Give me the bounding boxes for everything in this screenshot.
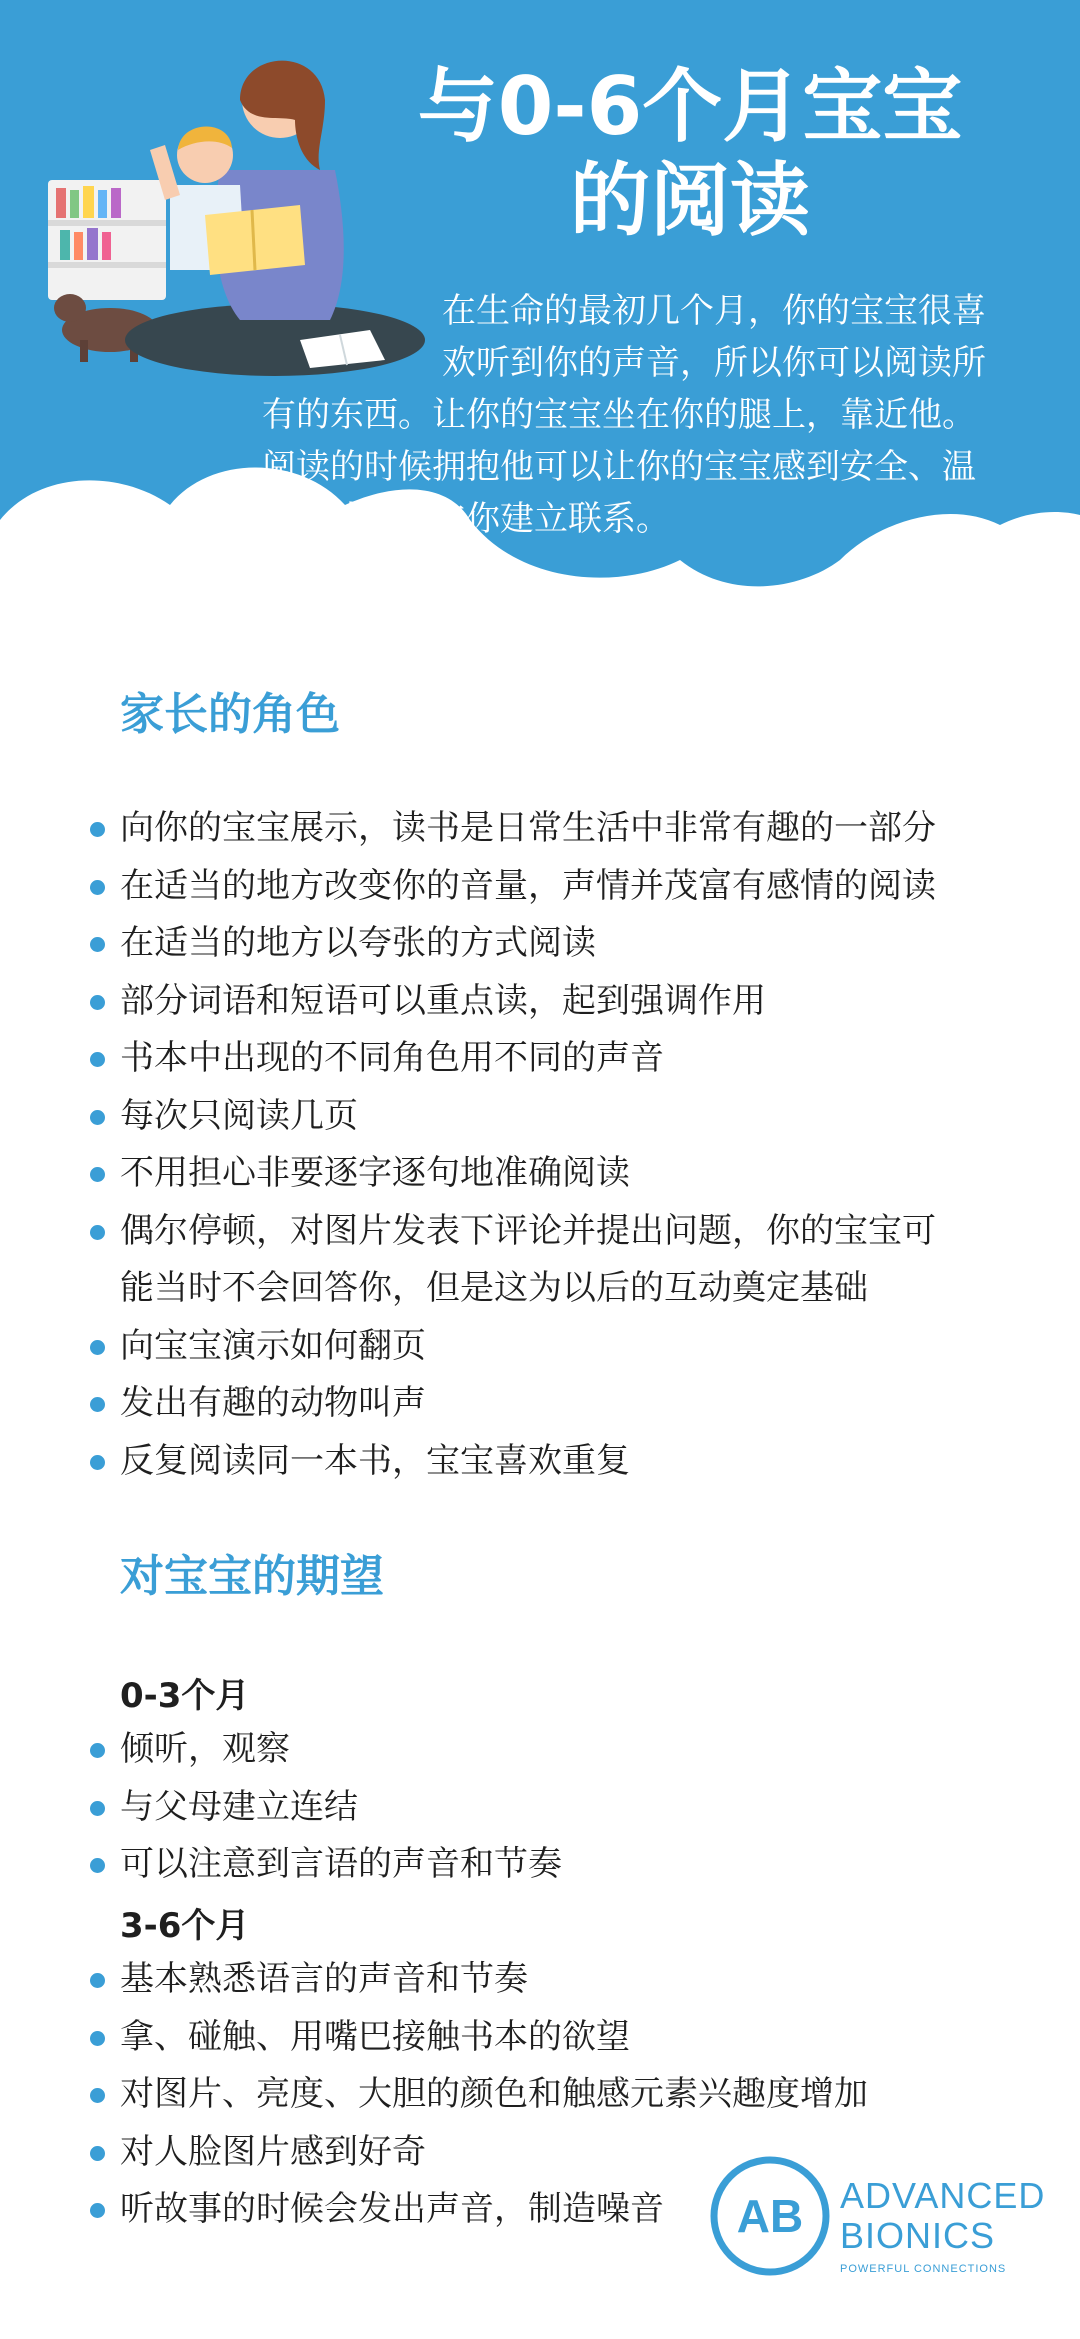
bullet-icon	[90, 2146, 105, 2161]
bullet-icon	[90, 1743, 105, 1758]
intro-line: 暖，感到在与你建立联系。	[262, 499, 670, 539]
list-item: 对图片、亮度、大胆的颜色和触感元素兴趣度增加	[84, 2066, 1044, 2124]
parent-role-list	[84, 800, 1044, 1490]
list-item: 书本中出现的不同角色用不同的声音	[84, 1030, 1044, 1088]
logo-name-line: ADVANCED	[840, 2175, 1046, 2216]
list-item: 在适当的地方改变你的音量，声情并茂富有感情的阅读	[84, 858, 1044, 916]
list-item: 部分词语和短语可以重点读，起到强调作用	[84, 973, 1044, 1031]
bullet-icon	[90, 1455, 105, 1470]
list-item: 反复阅读同一本书，宝宝喜欢重复	[84, 1433, 1044, 1491]
logo-name-line: BIONICS	[840, 2215, 996, 2256]
intro-line: 在生命的最初几个月，你的宝宝很喜	[442, 291, 986, 331]
list-item: 倾听，观察	[84, 1721, 1044, 1779]
header-banner	[0, 0, 1080, 680]
bullet-icon	[90, 2088, 105, 2103]
list-item: 对人脸图片感到好奇	[84, 2124, 1044, 2182]
age-group-label: 0-3个月	[120, 1676, 250, 1716]
list-item: 发出有趣的动物叫声	[84, 1375, 1044, 1433]
bullet-icon	[90, 1340, 105, 1355]
section-heading-parent-role: 家长的角色	[120, 689, 340, 740]
list-item: 听故事的时候会发出声音，制造噪音	[84, 2181, 1044, 2239]
bullet-icon	[90, 1858, 105, 1873]
intro-line: 欢听到你的声音，所以你可以阅读所	[442, 343, 986, 383]
logo-initials: AB	[736, 2190, 804, 2242]
page-title: 与0-6个月宝宝 的阅读	[417, 60, 963, 247]
bullet-icon	[90, 1110, 105, 1125]
bullet-icon	[90, 1397, 105, 1412]
bullet-icon	[90, 1052, 105, 1067]
age-group-0-3-list	[84, 1721, 1044, 1894]
logo-wordmark	[840, 2176, 1045, 2256]
bullet-icon	[90, 2031, 105, 2046]
bullet-icon	[90, 822, 105, 837]
logo-tagline: POWERFUL CONNECTIONS	[840, 2263, 1007, 2275]
bullet-icon	[90, 1167, 105, 1182]
list-item: 拿、碰触、用嘴巴接触书本的欲望	[84, 2009, 1044, 2067]
list-item: 每次只阅读几页	[84, 1088, 1044, 1146]
list-item: 向宝宝演示如何翻页	[84, 1318, 1044, 1376]
section-heading-expectations: 对宝宝的期望	[120, 1551, 384, 1602]
list-item: 基本熟悉语言的声音和节奏	[84, 1951, 1044, 2009]
list-item: 与父母建立连结	[84, 1779, 1044, 1837]
bullet-icon	[90, 1225, 105, 1240]
advanced-bionics-logo	[708, 2150, 1048, 2280]
bullet-icon	[90, 995, 105, 1010]
bullet-icon	[90, 880, 105, 895]
intro-line: 阅读的时候拥抱他可以让你的宝宝感到安全、温	[262, 447, 976, 487]
bullet-icon	[90, 2203, 105, 2218]
intro-line: 有的东西。让你的宝宝坐在你的腿上，靠近他。	[262, 395, 976, 435]
list-item: 可以注意到言语的声音和节奏	[84, 1836, 1044, 1894]
ab-logo-icon	[708, 2154, 832, 2278]
list-item: 不用担心非要逐字逐句地准确阅读	[84, 1145, 1044, 1203]
bullet-icon	[90, 937, 105, 952]
bullet-icon	[90, 1973, 105, 1988]
list-item: 在适当的地方以夸张的方式阅读	[84, 915, 1044, 973]
list-item: 向你的宝宝展示，读书是日常生活中非常有趣的一部分	[84, 800, 1044, 858]
bullet-icon	[90, 1801, 105, 1816]
age-group-label: 3-6个月	[120, 1906, 250, 1946]
list-item: 偶尔停顿，对图片发表下评论并提出问题，你的宝宝可 能当时不会回答你，但是这为以后的互动奠定基础	[84, 1203, 1044, 1318]
intro-paragraph	[262, 285, 1048, 545]
